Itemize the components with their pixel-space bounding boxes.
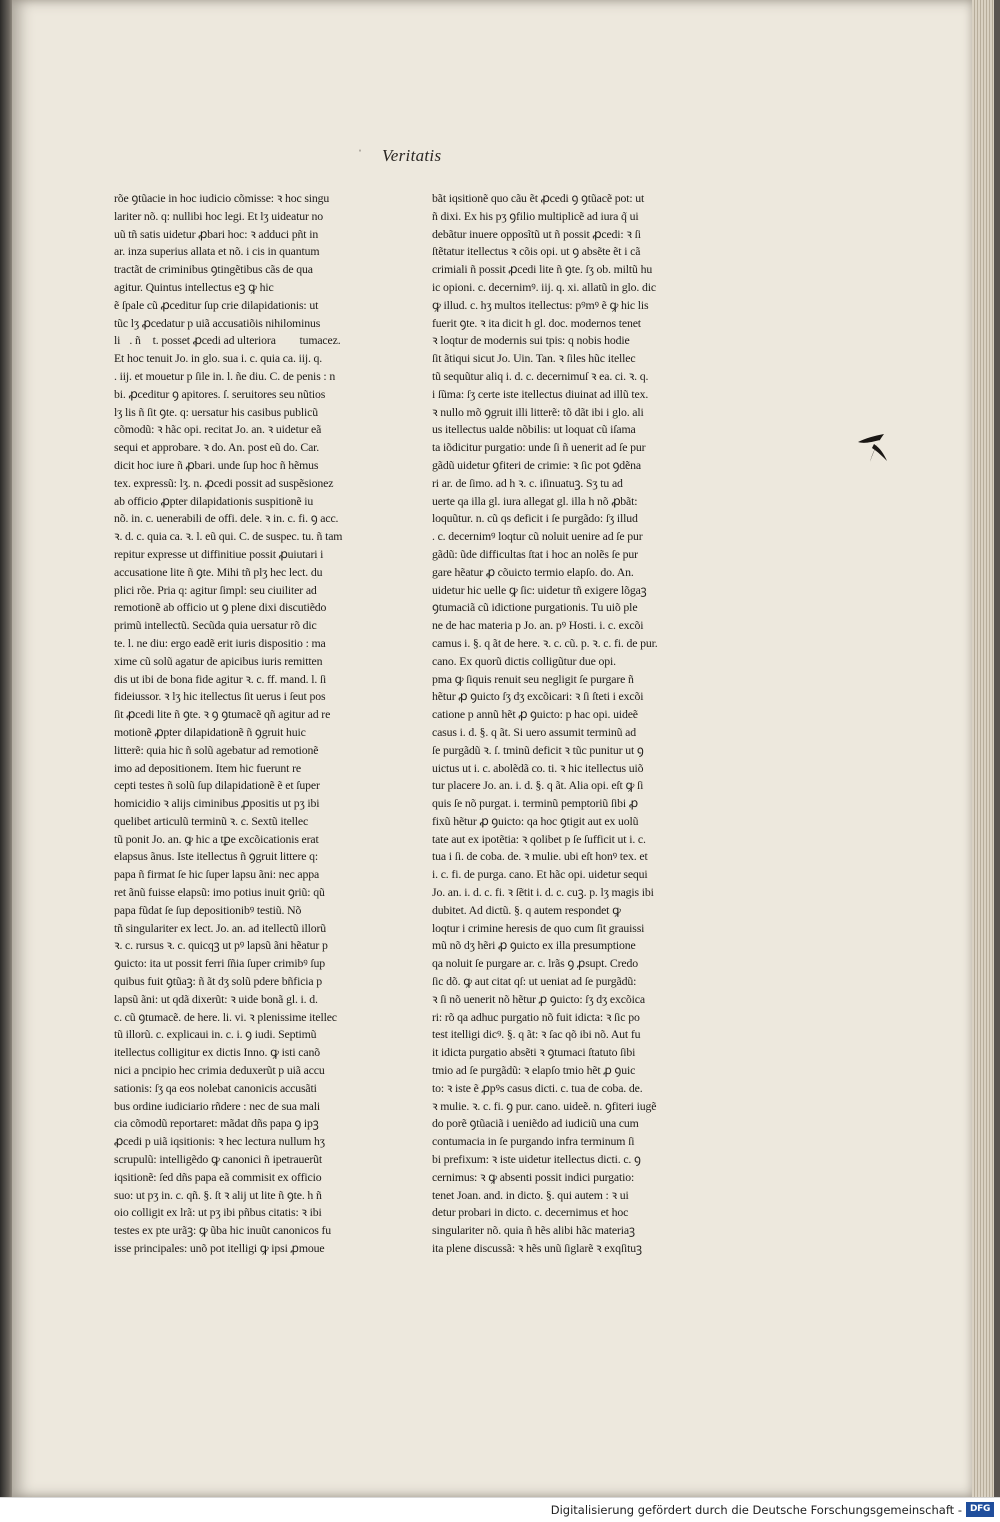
text-line: remotionẽ ab officio ut ꝯ plene dixi discutiẽdo: [114, 600, 327, 615]
funding-footer: [0, 1497, 1000, 1522]
text-line: lariter nõ. q: nullibi hoc legi. Et lʒ uideatur no: [114, 208, 324, 223]
text-line: loquũtur. n. cũ qs deficit i ſe purgãdo: ſʒ illud: [432, 511, 638, 526]
text-line: bãt iqsitionẽ quo cãu ẽt ꝓcedi ꝯ ꝯtũacẽ pot: ut: [432, 191, 645, 205]
text-line: nici a pncipio hec crimia deduxerũt p uiã accu: [114, 1063, 325, 1078]
text-line: us itellectus ualde nõbilis: ut loquat cũ iſama: [432, 422, 636, 437]
text-line: scrupulũ: intelligẽdo ꝙ canonici ñ ipetrauerũt: [114, 1152, 323, 1167]
text-line: qa noluit ſe purgare ar. c. lrãs ꝯ ꝓsupt. Credo: [432, 956, 638, 971]
text-line: quis ſe nõ purgat. i. terminũ pemptoriũ ſibi ꝓ: [432, 796, 638, 811]
text-line: plici rõe. Pria q: agitur ſimpl: seu ciuiliter ad: [114, 582, 317, 597]
text-line: quibus fuit ꝯtũaꝫ: ñ ãt dʒ solũ pdere bñficia p: [114, 974, 323, 989]
text-line: cõmodũ: ꝛ hãc opi. recitat Jo. an. ꝛ uidetur eã: [114, 422, 322, 437]
text-line: repitur expresse ut diffinitiue possit ꝓuiutari i: [114, 546, 324, 561]
text-line: ꝛ ſi nõ uenerit nõ hẽtur ꝓ ꝯuicto: ſʒ dʒ excõica: [432, 991, 645, 1006]
text-line: . iij. et mouetur p ſile in. l. ñe diu. C. de penis : n: [114, 368, 336, 383]
text-line: ꝛ loqtur de modernis sui tpis: q nobis hodie: [432, 333, 630, 348]
text-line: ab officio ꝓpter dilapidationis suspitionẽ iuᷓ: [114, 493, 323, 508]
text-line: casus i. d. §. q ãt. Si uero assumit terminũ ad: [432, 724, 636, 739]
text-line: rõe ꝯtũacie in hoc iudicio cõmisse: ꝛ hoc singu: [114, 191, 330, 205]
funding-credit-text: Digitalisierung gefördert durch die Deutsche Forschungsgemeinschaft -: [550, 1503, 962, 1517]
text-line: uictus ut i. c. abolẽdã co. ti. ꝛ hic itellectus uiõ: [432, 760, 644, 775]
text-line: tũ illorũ. c. explicaui in. c. i. ꝯ iudi. Septimũ: [114, 1027, 317, 1042]
header-ornament: ˈ: [358, 147, 362, 161]
text-line: bi. ꝓceditur ꝯ apitores. ſ. seruitores seu nũtios: [114, 386, 326, 401]
text-line: ẽ ſpale cũ ꝓceditur ſup crie dilapidationis: ut: [114, 297, 319, 312]
text-line: elapsus ãnus. Iste itellectus ñ ꝯgruit littere q:: [114, 849, 319, 864]
text-line: ꝯtumaciã cũ idictione purgationis. Tu uiõ ple: [432, 600, 638, 615]
text-line: cia cõmodũ reportaret: mãdat dñs papa ꝯ ipꝫ: [114, 1116, 319, 1131]
text-line: ret ãnũ fuisse elapsũ: imo potius inuit ꝯriũ: qũ: [114, 885, 325, 900]
text-line: loqtur i crimine heresis de quo cum ſit grauissi: [432, 920, 645, 935]
text-line: tũc lʒ ꝓcedatur p uiã accusatiõis nihilominus: [114, 315, 321, 330]
text-line: oio colligit ex lrã: ut pʒ ibi pñbus citatis: ꝛ ibi: [114, 1205, 322, 1220]
text-line: ri: rõ qa adhuc purgatio nõ fuit idicta: ꝛ ſic po: [432, 1009, 640, 1024]
text-line: quelibet articulũ terminũ ꝛ. c. Sextũ itellec: [114, 813, 309, 828]
text-line: ꝛ nullo mõ ꝯgruit illi litterẽ: tõ dãt ibi i glo. ali: [432, 404, 644, 419]
text-line: uerte qa illa gl. iura allegat gl. illa h nõ ꝓbãt:: [432, 493, 638, 508]
text-line: cernimus: ꝛ ꝙ absenti possit indici purgatio:: [432, 1169, 635, 1184]
text-line: ſit ꝓcedi lite ñ ꝯte. ꝛ ꝯ ꝯtumacẽ qñ agitur ad re: [114, 707, 331, 722]
text-line: testes ex pte urãꝫ: ꝙ ũba hic inuũt canonicos fu: [114, 1223, 332, 1238]
text-line: cepti testes ñ solũ ſup dilapidationẽ ẽ et ſuper: [114, 778, 320, 793]
text-line: papa fũdat ſe ſup depositionibꝰ testiũ. Nõ: [114, 902, 302, 917]
text-line: test itelligi dicꝰ. §. q ãt: ꝛ ſac qõ ibi nõ. Aut fu: [432, 1027, 641, 1042]
text-line: ne de hac materia p Jo. an. pꝰ Hosti. i. c. excõi: [432, 618, 644, 633]
text-line: tate aut ex ipotẽtia: ꝛ qolibet p ſe ſufficit ut i. c.: [432, 831, 646, 846]
text-line: agitur. Quintus intellectus eꝫ ꝙ hic: [114, 279, 274, 294]
text-line: tenet Joan. and. in dicto. §. qui autem : ꝛ ui: [432, 1187, 629, 1202]
text-line: hẽtur ꝓ ꝯuicto ſʒ dʒ excõicari: ꝛ ſi ſteti i excõi: [432, 689, 644, 704]
text-line: tũ ponit Jo. an. ꝙ hic a tꝑe excõicationis erat: [114, 831, 319, 846]
text-line: ꝛ. c. rursus ꝛ. c. quicqꝫ ut pꝰ lapsũ ãni hẽatur p: [114, 938, 328, 953]
text-line: uidetur hic uelle ꝙ ſic: uidetur tñ exigere lõgaꝫ: [432, 582, 647, 597]
text-line: pma ꝙ ſiquis renuit seu negligit ſe purgare ñ: [432, 671, 634, 686]
text-line: catione p annũ hẽt ꝓ ꝯuicto: p hac opi. uideẽ: [432, 707, 638, 722]
text-line: xime cũ solũ agatur de apicibus iuris remitten: [114, 653, 323, 668]
text-line: uũ tñ satis uidetur ꝓbari hoc: ꝛ adduci pñt in: [114, 226, 319, 241]
text-line: ꝯuicto: ita ut possit ferri ſñia ſuper crimibꝰ ſup: [114, 956, 325, 971]
text-line: ſe purgãdũ ꝛ. ſ. tminũ deficit ꝛ tũc punitur ut ꝯ: [432, 742, 644, 757]
text-line: detur probari in dicto. c. decernimus et hoc: [432, 1205, 629, 1220]
text-line: isse principales: unõ pot itelligi ꝙ ipsi ꝓmoue: [114, 1241, 325, 1256]
text-line: mũ nõ dʒ hẽri ꝓ ꝯuicto ex illa presumptione: [432, 938, 636, 953]
text-line: liᷓ. ñ ꝯt. posset ꝓcedi ad ulteriora ꝯ ꝯtumacez.: [114, 333, 341, 348]
text-line: gare hẽatur ꝓ cõuicto termio elapſo. do. An.: [432, 564, 634, 579]
text-line: tũ sequũtur aliq i. d. c. decernimuſ ꝛ ea. ci. ꝛ. q.: [432, 368, 649, 383]
text-line: gãdũ uidetur ꝯfiteri de crimie: ꝛ ſic pot ꝯdẽna: [432, 457, 641, 472]
text-line: tractãt de criminibus ꝯtingẽtibus cãs de qua: [114, 262, 313, 277]
text-line: Et hoc tenuit Jo. in glo. sua i. c. quia ca. iij. q.: [114, 351, 323, 366]
text-line: dubitet. Ad dictũ. §. q autem respondet ꝙ: [432, 902, 621, 917]
text-line: lapsũ ãni: ut qdã dixerũt: ꝛ uide bonã gl. i. d.: [114, 991, 318, 1006]
text-line: Jo. an. i. d. c. fi. ꝛ ſẽtit i. d. c. cuꝫ. p. lʒ magis ibi: [432, 885, 654, 900]
text-line: to: ꝛ iste ẽ ꝓpꝰs casus dicti. c. tua de coba. de.: [432, 1080, 643, 1095]
text-line: itellectus colligitur ex dictis Inno. ꝙ isti canõ: [114, 1045, 320, 1060]
text-line: imo ad depositionem. Item hic fuerunt re: [114, 760, 301, 775]
text-line: ri ar. de ſimo. ad h ꝛ. c. iſinuatuꝫ. Sʒ tu ad: [432, 475, 623, 490]
text-line: ñ dixi. Ex his pʒ ꝯfilio multiplicẽ ad iura q̃ ui: [432, 208, 639, 223]
text-line: debãtur inuere opposĩtũ ut ñ possit ꝓcedi: ꝛ ſi: [432, 226, 641, 241]
text-line: sationis: ſʒ qa eos nolebat canonicis accusãti: [114, 1080, 317, 1095]
text-line: primũ intellectũ. Secũda quia uersatur rõ dic: [114, 618, 317, 633]
text-line: camus i. §. q ãt de here. ꝛ. c. cũ. p. ꝛ. c. fi. de pur.: [432, 635, 658, 650]
text-line: crimiali ñ possit ꝓcedi lite ñ ꝯte. ſʒ ob. miltũ hu: [432, 262, 653, 277]
text-line: ar. inza superius allata et nõ. i cis in quantum: [114, 244, 320, 259]
text-line: ꝛ mulie. ꝛ. c. fi. ꝯ pur. cano. uideẽ. n. ꝯfiteri iugẽ: [432, 1098, 657, 1113]
text-line: ſic dõ. ꝙ aut citat qſ: ut ueniat ad ſe purgãdũ:: [432, 974, 637, 989]
text-line: papa ñ firmat ſe hic ſuper lapsu ãni: nec appa: [114, 867, 320, 882]
running-header: Veritatis: [382, 146, 442, 165]
text-line: . c. decernimꝰ loqtur cũ noluit uenire ad ſe pur: [432, 529, 643, 544]
text-line: accusatione lite ñ ꝯte. Mihi tñ plʒ hec lect. du: [114, 564, 323, 579]
text-line: ita plene discussã: ꝛ hẽs unũ ſiglarẽ ꝛ exqſituꝫ: [432, 1241, 642, 1256]
text-line: c. cũ ꝯtumacẽ. de here. li. vi. ꝛ plenissime itellec: [114, 1009, 337, 1024]
text-line: ſtẽtatur itellectus ꝛ cõis opi. ut ꝯ absẽte ẽt i cã: [432, 244, 641, 259]
text-line: fixũ hẽtur ꝓ ꝯuicto: qa hoc ꝯtigit aut ex uolũ: [432, 813, 639, 828]
text-line: ic opioni. c. decernimꝰ. iij. q. xi. allatũ in glo. dic: [432, 279, 656, 294]
text-line: cano. Ex quorũ dictis colligũtur due opi.: [432, 653, 616, 668]
text-line: it idicta purgatio absẽti ꝛ ꝯtumaci ſtatuto ſibi: [432, 1045, 636, 1060]
text-line: lʒ lis ñ ſit ꝯte. q: uersatur his casibus publicũ: [114, 404, 319, 419]
text-line: tex. expressũ: lʒ. n. ꝓcedi possit ad suspẽsionez: [114, 475, 334, 490]
text-line: tur placere Jo. an. i. d. §. q ãt. Alia opi. eſt ꝙ ſi: [432, 778, 644, 793]
text-line: homicidio ꝛ alijs ciminibus ꝓpositis ut pʒ ibi: [114, 796, 320, 811]
text-line: ꝙ illud. c. hʒ multos itellectus: pꝰmꝰ ẽ ꝙ hic lis: [432, 297, 649, 312]
text-line: ta iõdicitur purgatio: unde ſi ñ uenerit ad ſe pur: [432, 440, 646, 455]
text-line: litterẽ: quia hic ñ solũ agebatur ad remotionẽ: [114, 742, 319, 757]
right-text-column: [432, 190, 678, 1258]
text-line: i ſũma: ſʒ certe iste itellectus diuinat ad illũ tex.: [432, 386, 649, 401]
text-line: contumacia in ſe purgando infra terminum ſi: [432, 1134, 635, 1149]
text-line: dicit hoc iure ñ ꝓbari. unde ſup hoc ñ hẽmus: [114, 457, 319, 472]
text-line: sequi et approbare. ꝛ do. An. post eũ do. Car.: [114, 440, 320, 455]
text-line: te. l. ne diu: ergo eadẽ erit iuris dispositio : ma: [114, 635, 326, 650]
text-line: bus ordine iudiciario rñdere : nec de sua mali: [114, 1098, 321, 1113]
text-line: tmio ad ſe purgãdũ: ꝛ elapſo tmio hẽt ꝓ ꝯuic: [432, 1063, 636, 1078]
text-line: do porẽ ꝯtũaciã i ueniẽdo ad iudiciũ una cum: [432, 1116, 639, 1131]
text-line: dis ut ibi de bona fide agitur ꝛ. c. ff. mand. l. ſi: [114, 671, 327, 686]
text-line: tua i ſi. de coba. de. ꝛ mulie. ubi eſt honꝰ tex. et: [432, 849, 648, 864]
text-line: suo: ut pʒ in. c. qñ. §. ſt ꝛ alij ut lite ñ ꝯte. h ñ: [114, 1187, 322, 1202]
text-line: i. c. fi. de purga. cano. Et hãc opi. uidetur sequi: [432, 867, 648, 882]
text-line: gãdũ: ũde difficultas ſtat i hoc an nolẽs ſe pur: [432, 546, 638, 561]
text-line: singulariter nõ. quia ñ hẽs alibi hãc materiaꝫ: [432, 1223, 635, 1238]
margin-pointer-mark-icon: [854, 428, 890, 468]
text-line: iqsitionẽ: ſed dñs papa eã commisit ex officio: [114, 1169, 322, 1184]
text-line: motionẽ ꝓpter dilapidationẽ ñ ꝯgruit huic: [114, 724, 306, 739]
text-line: fuerit ꝯte. ꝛ ita dicit h gl. doc. modernos tenet: [432, 315, 641, 330]
left-text-column: [114, 190, 358, 1258]
text-line: tñ singulariter ex lect. Jo. an. ad itellectũ illorũ: [114, 920, 327, 935]
text-line: fideiussor. ꝛ lʒ hic itellectus ſit uerus i ſeut pos: [114, 689, 326, 704]
text-line: bi prefixum: ꝛ iste uidetur itellectus dicti. c. ꝯ: [432, 1152, 641, 1167]
text-line: ꝛ. d. c. quia ca. ꝛ. l. eũ qui. C. de suspec. tu. ñ tam: [114, 529, 343, 544]
text-line: ꝓcedi p uiã iqsitionis: ꝛ hec lectura nullum hʒ: [114, 1134, 325, 1149]
dfg-logo: DFG: [966, 1502, 994, 1517]
page-stack-edge: [972, 0, 1000, 1497]
text-line: nõ. in. c. uenerabili de offi. dele. ꝛ in. c. fi. ꝯ acc.: [114, 511, 339, 526]
text-line: ſit ãtiqui sicut Jo. Uin. Tan. ꝛ ſiles hũc itellec: [432, 351, 636, 366]
